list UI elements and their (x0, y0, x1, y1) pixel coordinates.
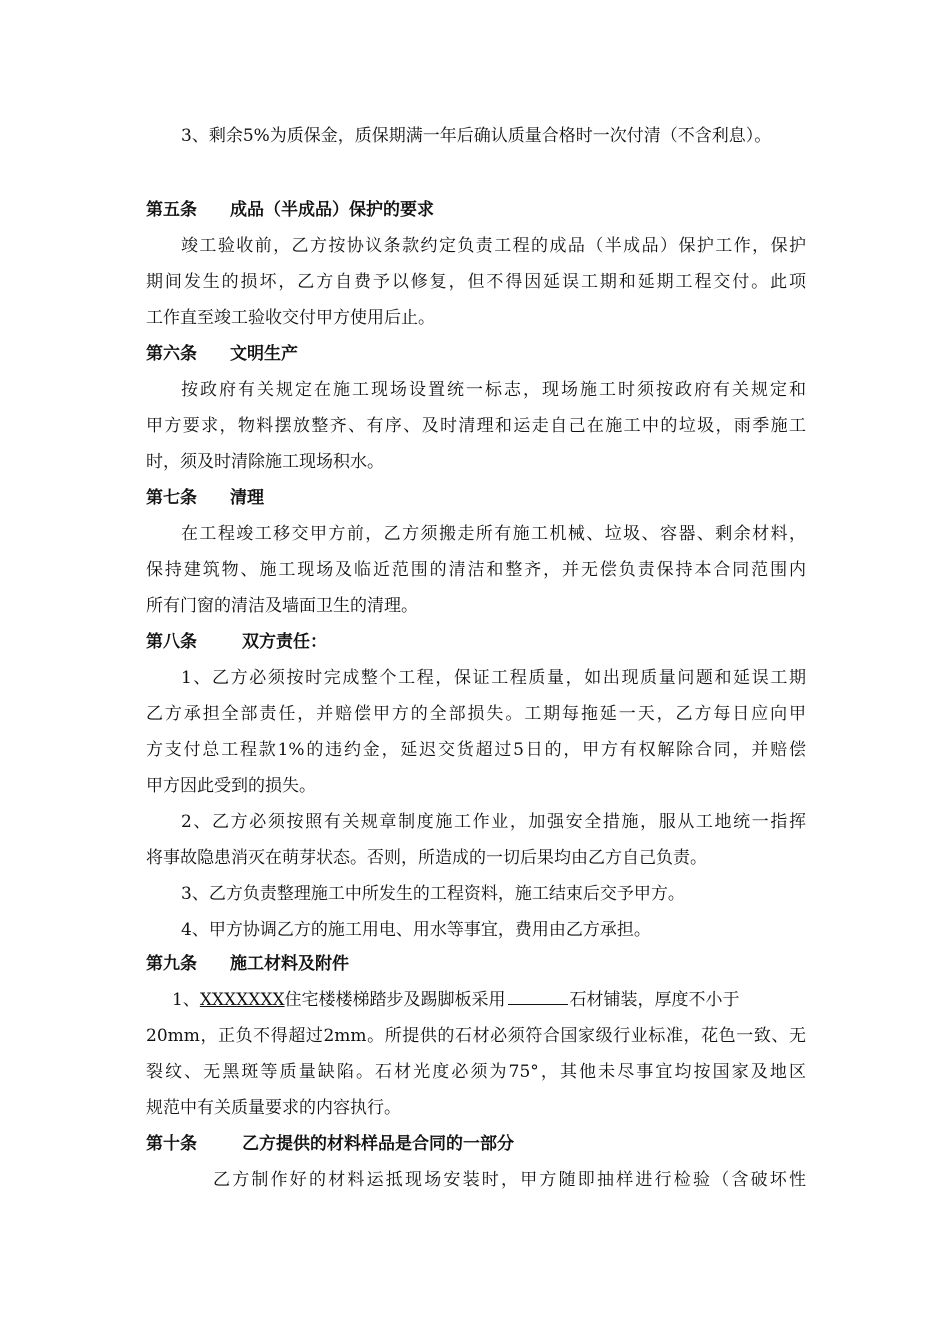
clause9-line: 裂纹、无黑斑等质量缺陷。石材光度必须为75°，其他未尽事宜均按国家及地区 (146, 1062, 806, 1082)
clause9-item1-mid: 住宅楼楼梯踏步及踢脚板采用 (284, 990, 506, 1010)
clause5-line: 工作直至竣工验收交付甲方使用后止。 (146, 308, 435, 328)
clause6-line: 按政府有关规定在施工现场设置统一标志，现场施工时须按政府有关规定和 (181, 380, 806, 400)
clause9-number: 第九条 (146, 954, 197, 974)
clause8-item1-line: 甲方因此受到的损失。 (146, 776, 316, 796)
clause6-line: 时，须及时清除施工现场积水。 (146, 452, 384, 472)
clause9-title: 施工材料及附件 (230, 954, 349, 974)
clause6-line: 甲方要求，物料摆放整齐、有序、及时清理和运走自己在施工中的垃圾，雨季施工 (146, 416, 806, 436)
clause8-title: 双方责任： (242, 632, 327, 652)
clause9-placeholder-field: XXXXXXX (199, 990, 285, 1010)
clause8-number: 第八条 (146, 632, 197, 652)
clause9-item1-first-line (172, 988, 806, 1012)
clause9-line: 规范中有关质量要求的内容执行。 (146, 1098, 401, 1118)
clause5-heading (146, 198, 434, 222)
clause9-blank-field (508, 988, 568, 1005)
clause8-heading (146, 630, 327, 654)
clause5-line: 期间发生的损坏，乙方自费予以修复，但不得因延误工期和延期工程交付。此项 (146, 272, 806, 292)
clause10-title: 乙方提供的材料样品是合同的一部分 (242, 1134, 514, 1154)
clause7-title: 清理 (230, 488, 264, 508)
clause7-heading (146, 486, 264, 510)
clause10-number: 第十条 (146, 1134, 197, 1154)
clause7-line: 在工程竣工移交甲方前，乙方须搬走所有施工机械、垃圾、容器、剩余材料， (181, 524, 806, 544)
clause4-item3: 3、剩余5%为质保金，质保期满一年后确认质量合格时一次付清（不含利息）。 (181, 126, 772, 146)
clause10-line: 乙方制作好的材料运抵现场安装时，甲方随即抽样进行检验（含破坏性 (213, 1170, 806, 1190)
clause5-title: 成品（半成品）保护的要求 (230, 200, 434, 220)
clause7-number: 第七条 (146, 488, 197, 508)
clause8-item1-line: 方支付总工程款1%的违约金，延迟交货超过5日的，甲方有权解除合同，并赔偿 (146, 740, 806, 760)
clause5-line: 竣工验收前，乙方按协议条款约定负责工程的成品（半成品）保护工作，保护 (181, 236, 806, 256)
clause6-title: 文明生产 (230, 344, 298, 364)
clause9-heading (146, 952, 349, 976)
clause8-item2-line: 将事故隐患消灭在萌芽状态。否则，所造成的一切后果均由乙方自己负责。 (146, 848, 707, 868)
clause8-item4: 4、甲方协调乙方的施工用电、用水等事宜，费用由乙方承担。 (181, 920, 651, 940)
clause8-item1-line: 1、乙方必须按时完成整个工程，保证工程质量，如出现质量问题和延误工期 (181, 668, 806, 688)
clause7-line: 保持建筑物、施工现场及临近范围的清洁和整齐，并无偿负责保持本合同范围内 (146, 560, 806, 580)
clause10-heading (146, 1132, 514, 1156)
clause8-item3: 3、乙方负责整理施工中所发生的工程资料，施工结束后交予甲方。 (181, 884, 685, 904)
clause7-line: 所有门窗的清洁及墙面卫生的清理。 (146, 596, 418, 616)
clause6-heading (146, 342, 298, 366)
clause9-item1-prefix: 1、 (172, 990, 200, 1010)
clause5-number: 第五条 (146, 200, 197, 220)
clause9-item1-suffix: 石材铺装，厚度不小于 (569, 990, 740, 1010)
clause8-item1-line: 乙方承担全部责任，并赔偿甲方的全部损失。工期每拖延一天，乙方每日应向甲 (146, 704, 806, 724)
clause9-line: 20mm，正负不得超过2mm。所提供的石材必须符合国家级行业标准，花色一致、无 (146, 1026, 806, 1046)
clause8-item2-line: 2、乙方必须按照有关规章制度施工作业，加强安全措施，服从工地统一指挥 (181, 812, 806, 832)
clause6-number: 第六条 (146, 344, 197, 364)
